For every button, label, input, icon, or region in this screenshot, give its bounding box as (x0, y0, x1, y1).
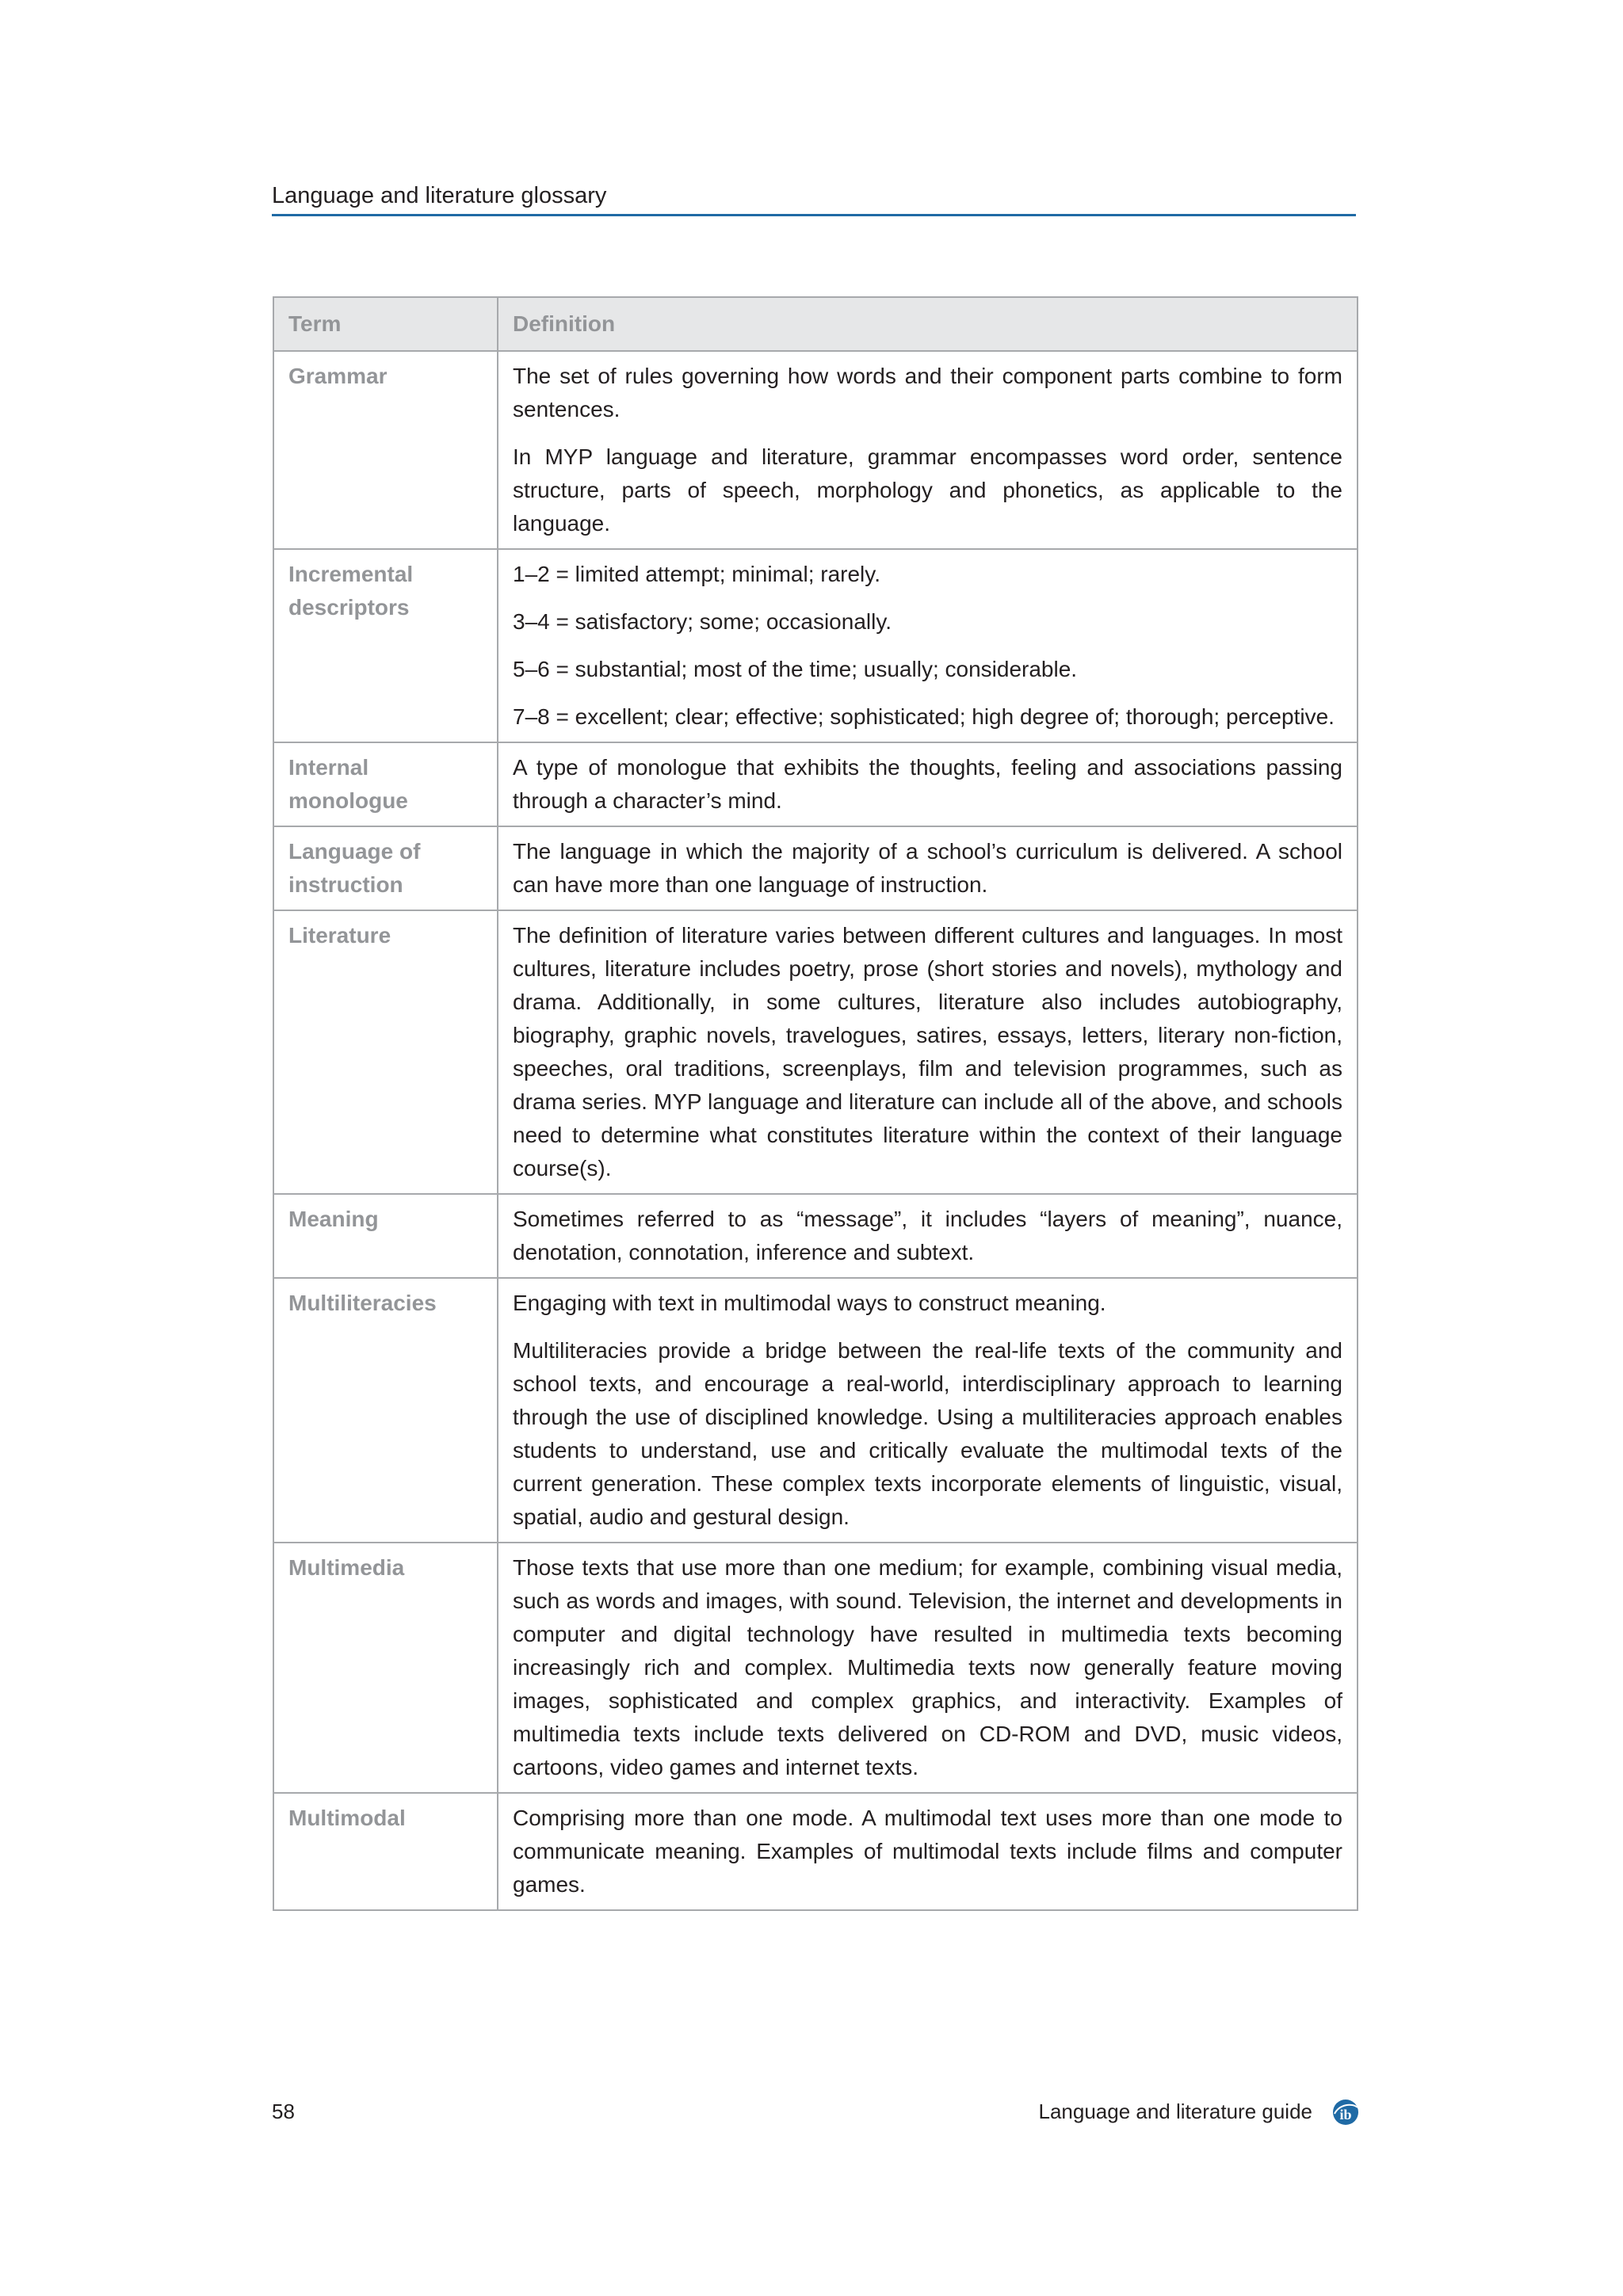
ib-logo-text: ib (1339, 2107, 1352, 2122)
table-row (273, 1194, 1358, 1278)
table-row (273, 351, 1358, 549)
table-row (273, 910, 1358, 1194)
column-header-definition: Definition (498, 297, 1358, 351)
table-row (273, 1278, 1358, 1543)
definition-cell (498, 549, 1358, 742)
definition-paragraph: 3–4 = satisfactory; some; occasionally. (513, 609, 892, 634)
definition-cell (498, 1793, 1358, 1910)
definition-paragraph: Multiliteracies provide a bridge between the real-life texts of the community and school texts, and encourage a real-world, interdisciplinary approach to learning through the use of disciplined knowledge. Using a multiliteracies approach enables students to understand, use and critically evaluate the multimodal texts of the current generation. These complex texts incorporate elements of linguistic, visual, spatial, audio and gestural design. (513, 1338, 1342, 1529)
term-cell: Incremental descriptors (273, 549, 498, 742)
glossary-table (273, 296, 1358, 1911)
page-header (272, 174, 1356, 216)
table-row (273, 826, 1358, 910)
ib-logo-icon (1331, 2098, 1360, 2126)
definition-paragraph: Comprising more than one mode. A multimodal text uses more than one mode to communicate meaning. Examples of multimodal texts include films and computer games. (513, 1806, 1342, 1897)
term-cell: Grammar (273, 351, 498, 549)
term-cell: Multiliteracies (273, 1278, 498, 1543)
page-title: Language and literature glossary (272, 183, 607, 208)
table-row (273, 549, 1358, 742)
column-header-term: Term (273, 297, 498, 351)
definition-paragraph: In MYP language and literature, grammar encompasses word order, sentence structure, parts of speech, morphology and phonetics, as applicable to the language. (513, 444, 1342, 536)
definition-paragraph: A type of monologue that exhibits the thoughts, feeling and associations passing through a character’s mind. (513, 755, 1342, 813)
term-cell: Language of instruction (273, 826, 498, 910)
term-cell: Internal monologue (273, 742, 498, 826)
definition-cell (498, 1543, 1358, 1793)
footer-guide-title: Language and literature guide (1038, 2100, 1312, 2123)
definition-paragraph: Sometimes referred to as “message”, it includes “layers of meaning”, nuance, denotation, connotation, inference and subtext. (513, 1207, 1342, 1264)
definition-cell (498, 351, 1358, 549)
table-row (273, 742, 1358, 826)
term-cell: Multimedia (273, 1543, 498, 1793)
definition-cell (498, 742, 1358, 826)
table-row (273, 1543, 1358, 1793)
definition-paragraph: The definition of literature varies between different cultures and languages. In most cultures, literature includes poetry, prose (short stories and novels), mythology and drama. Additionally, in some cultures, literature also includes autobiography, biography, graphic novels, travelogues, satires, essays, letters, literary non-fiction, speeches, oral traditions, screenplays, film and television programmes, such as drama series. MYP language and literature can include all of the above, and schools need to determine what constitutes literature within the context of their language course(s). (513, 923, 1342, 1180)
definition-cell (498, 1278, 1358, 1543)
definition-cell (498, 826, 1358, 910)
term-cell: Literature (273, 910, 498, 1194)
table-header-row (273, 297, 1358, 351)
definition-paragraph: 1–2 = limited attempt; minimal; rarely. (513, 562, 880, 586)
definition-cell (498, 910, 1358, 1194)
term-cell: Meaning (273, 1194, 498, 1278)
page-number: 58 (272, 2100, 295, 2123)
definition-cell (498, 1194, 1358, 1278)
definition-paragraph: 5–6 = substantial; most of the time; usually; considerable. (513, 657, 1078, 681)
table-row (273, 1793, 1358, 1910)
definition-paragraph: The language in which the majority of a school’s curriculum is delivered. A school can have more than one language of instruction. (513, 839, 1342, 897)
definition-paragraph: Engaging with text in multimodal ways to construct meaning. (513, 1291, 1106, 1315)
term-cell: Multimodal (273, 1793, 498, 1910)
definition-paragraph: Those texts that use more than one medium; for example, combining visual media, such as words and images, with sound. Television, the internet and developments in computer and digital technology have resulted in multimedia texts becoming increasingly rich and complex. Multimedia texts now generally feature moving images, sophisticated and complex graphics, and interactivity. Examples of multimedia texts include texts delivered on CD-ROM and DVD, music videos, cartoons, video games and internet texts. (513, 1555, 1342, 1779)
definition-paragraph: The set of rules governing how words and their component parts combine to form sentences. (513, 364, 1342, 421)
definition-paragraph: 7–8 = excellent; clear; effective; sophisticated; high degree of; thorough; perceptive. (513, 704, 1335, 729)
